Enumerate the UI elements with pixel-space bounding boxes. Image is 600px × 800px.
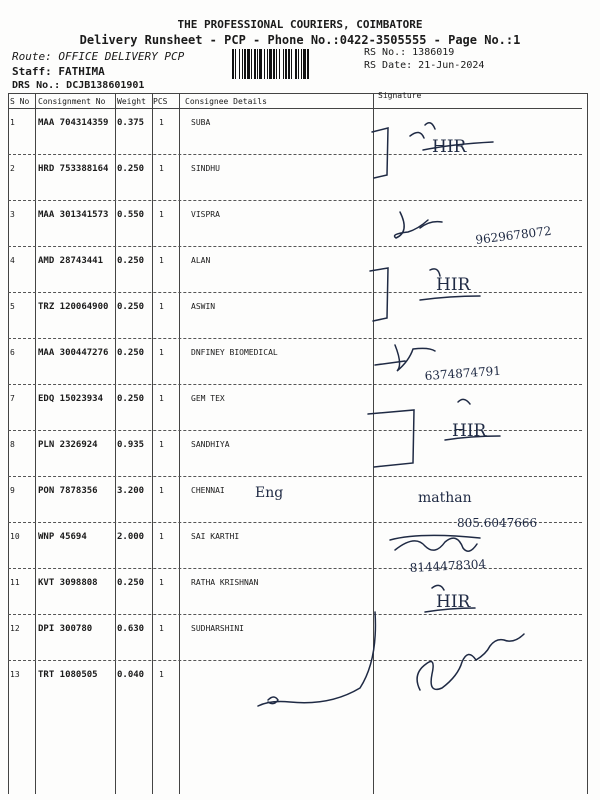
runsheet-title: Delivery Runsheet - PCP - Phone No.:0422-3505555 - Page No.:1 — [79, 33, 521, 47]
row-1-consignee: SUBA — [191, 118, 211, 127]
row-10-sno: 10 — [10, 532, 20, 541]
handwriting-phone-3: 9629678072 — [474, 223, 553, 247]
col-header-consignee: Consignee Details — [185, 97, 267, 106]
col-header-sno: S No — [10, 97, 30, 106]
row-12-pcs: 1 — [159, 624, 164, 633]
row-5-sno: 5 — [10, 302, 15, 311]
handwriting-phone-9: 805.6047666 — [457, 516, 538, 530]
row-10-pcs: 1 — [159, 532, 164, 541]
row-13-consignment: TRT 1080505 — [38, 670, 98, 680]
row-10-consignee: SAI KARTHI — [191, 532, 240, 541]
row-4-pcs: 1 — [159, 256, 164, 265]
row-8-pcs: 1 — [159, 440, 164, 449]
row-8-consignee: SANDHIYA — [191, 440, 230, 449]
row-12-sno: 12 — [10, 624, 20, 633]
row-10-weight: 2.000 — [117, 532, 145, 542]
row-13-sno: 13 — [10, 670, 20, 679]
row-12-consignment: DPI 300780 — [38, 624, 93, 634]
row-5-pcs: 1 — [159, 302, 164, 311]
handwriting-phone-10: 8144478304 — [409, 557, 487, 575]
row-5-consignee: ASWIN — [191, 302, 216, 311]
row-6-consignee: DNFINEY BIOMEDICAL — [191, 348, 278, 357]
row-11-weight: 0.250 — [117, 578, 145, 588]
row-5-weight: 0.250 — [117, 302, 145, 312]
row-3-weight: 0.550 — [117, 210, 145, 220]
row-3-consignment: MAA 301341573 — [38, 210, 109, 220]
row-2-weight: 0.250 — [117, 164, 145, 174]
handwriting-hlr-11: HIR — [436, 592, 471, 612]
col-header-signature: Signature — [378, 91, 422, 100]
staff-label: Staff: FATHIMA — [12, 65, 105, 78]
row-9-weight: 3.200 — [117, 486, 145, 496]
row-5-consignment: TRZ 120064900 — [38, 302, 109, 312]
row-4-sno: 4 — [10, 256, 15, 265]
row-6-consignment: MAA 300447276 — [38, 348, 109, 358]
row-13-weight: 0.040 — [117, 670, 145, 680]
handwriting-phone-6: 6374874791 — [424, 363, 502, 383]
route-label: Route: OFFICE DELIVERY PCP — [12, 50, 185, 63]
row-11-consignee: RATHA KRISHNAN — [191, 578, 259, 587]
rs-date: RS Date: 21-Jun-2024 — [364, 60, 485, 71]
row-7-consignee: GEM TEX — [191, 394, 225, 403]
handwriting-hlr-4: HIR — [436, 275, 471, 295]
row-10-consignment: WNP 45694 — [38, 532, 87, 542]
row-6-weight: 0.250 — [117, 348, 145, 358]
row-8-consignment: PLN 2326924 — [38, 440, 98, 450]
row-3-pcs: 1 — [159, 210, 164, 219]
row-11-pcs: 1 — [159, 578, 164, 587]
row-9-sno: 9 — [10, 486, 15, 495]
row-6-sno: 6 — [10, 348, 15, 357]
col-header-consignment: Consignment No — [38, 97, 106, 106]
row-12-weight: 0.630 — [117, 624, 145, 634]
row-2-consignment: HRD 753388164 — [38, 164, 109, 174]
row-7-sno: 7 — [10, 394, 15, 403]
row-8-sno: 8 — [10, 440, 15, 449]
handwriting-hlr-7: HIR — [452, 421, 487, 441]
row-4-consignee: ALAN — [191, 256, 211, 265]
col-header-weight: Weight — [117, 97, 146, 106]
company-name: THE PROFESSIONAL COURIERS, COIMBATORE — [177, 18, 423, 31]
row-1-sno: 1 — [10, 118, 15, 127]
rs-number: RS No.: 1386019 — [364, 47, 455, 58]
drs-number: DRS No.: DCJB138601901 — [12, 80, 145, 91]
row-4-consignment: AMD 28743441 — [38, 256, 104, 266]
row-3-sno: 3 — [10, 210, 15, 219]
row-1-consignment: MAA 704314359 — [38, 118, 109, 128]
col-header-pcs: PCS — [153, 97, 168, 106]
row-2-consignee: SINDHU — [191, 164, 220, 173]
handwriting-note-9: Eng — [255, 485, 284, 501]
row-1-weight: 0.375 — [117, 118, 145, 128]
row-9-pcs: 1 — [159, 486, 164, 495]
row-11-sno: 11 — [10, 578, 20, 587]
row-6-pcs: 1 — [159, 348, 164, 357]
row-3-consignee: VISPRA — [191, 210, 220, 219]
row-9-consignee: CHENNAI — [191, 486, 225, 495]
row-2-pcs: 1 — [159, 164, 164, 173]
row-2-sno: 2 — [10, 164, 15, 173]
row-1-pcs: 1 — [159, 118, 164, 127]
row-11-consignment: KVT 3098808 — [38, 578, 98, 588]
row-4-weight: 0.250 — [117, 256, 145, 266]
row-7-consignment: EDQ 15023934 — [38, 394, 104, 404]
row-9-consignment: PON 7878356 — [38, 486, 98, 496]
row-13-pcs: 1 — [159, 670, 164, 679]
row-12-consignee: SUDHARSHINI — [191, 624, 244, 633]
row-7-pcs: 1 — [159, 394, 164, 403]
row-8-weight: 0.935 — [117, 440, 145, 450]
row-7-weight: 0.250 — [117, 394, 145, 404]
handwriting-name-9: mathan — [418, 490, 472, 506]
handwriting-hlr-1: HIR — [432, 137, 467, 157]
